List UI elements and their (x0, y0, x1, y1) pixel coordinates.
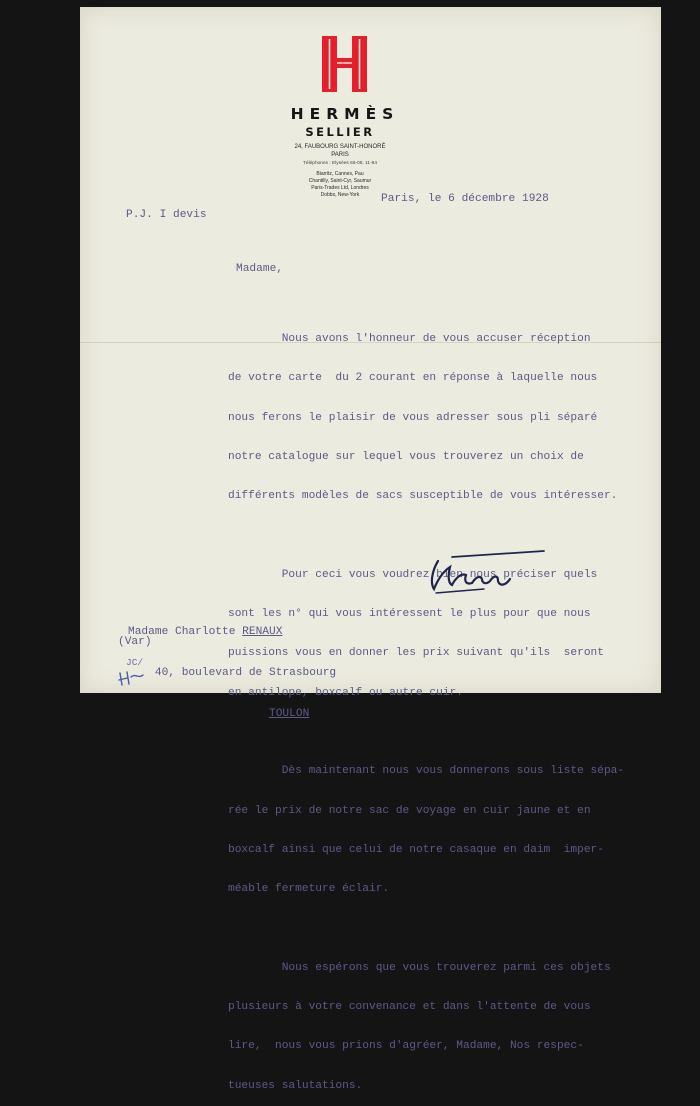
recipient-surname: RENAUX (242, 625, 283, 638)
brand-name: HERMÈS (290, 105, 400, 123)
body-line: plusieurs à votre convenance et dans l'attente de vous (228, 1000, 591, 1013)
body-line: lire, nous vous prions d'agréer, Madame, Nos respec- (228, 1040, 584, 1053)
body-line: boxcalf ainsi que celui de notre casaque en daim imper- (228, 843, 604, 856)
brand-subtitle: SELLIER (305, 125, 375, 139)
letterhead-branches (290, 171, 390, 199)
body-line: rée le prix de notre sac de voyage en cuir jaune et en (228, 804, 591, 817)
body-line: tueuses salutations. (228, 1079, 363, 1092)
letterhead-address (285, 143, 395, 159)
body-line: nous ferons le plaisir de vous adresser sous pli séparé (228, 411, 598, 424)
body-line: de votre carte du 2 courant en réponse à laquelle nous (228, 372, 598, 385)
body-line: en antilope, boxcalf ou autre cuir. (228, 686, 463, 699)
handwritten-initials (117, 669, 147, 687)
branch-line: Paris-Trades Ltd, Londres (311, 185, 369, 191)
branch-line: Chantilly, Saint-Cyr, Saumur (308, 178, 372, 184)
body-line (228, 530, 624, 543)
body-line: Pour ceci vous voudrez bien nous préciser quels (228, 568, 598, 581)
recipient-street: 40, boulevard de Strasbourg (128, 666, 337, 679)
recipient-name: Madame Charlotte (128, 625, 243, 638)
hermes-h-logo (322, 36, 367, 92)
body-line: différents modèles de sacs susceptible de vous intéresser. (228, 490, 618, 503)
body-line: puissions vous en donner les prix suivant qu'ils seront (228, 647, 604, 660)
body-line: notre catalogue sur lequel vous trouverez un choix de (228, 451, 584, 464)
body-line: Dès maintenant nous vous donnerons sous liste sépa- (228, 765, 625, 778)
recipient-address (128, 598, 336, 736)
body-line: méable fermeture éclair. (228, 883, 390, 896)
enclosure-note: P.J. I devis (126, 209, 207, 221)
body-line: Nous avons l'honneur de vous accuser réception (228, 333, 591, 346)
branch-line: Biarritz, Cannes, Pau (316, 171, 364, 177)
address-city: PARIS (331, 152, 349, 158)
handwritten-signature (424, 549, 554, 599)
recipient-name-line (128, 626, 336, 640)
body-line (228, 922, 624, 935)
address-street: 24, FAUBOURG SAINT-HONORÉ (294, 144, 386, 150)
recipient-city-indent (128, 708, 269, 720)
branch-line: Dobbs, New-York (320, 192, 360, 198)
body-line: sont les n° qui vous intéressent le plus pour que nous (228, 608, 591, 621)
recipient-department: (Var) (118, 636, 152, 648)
reference-initials: JC/ (126, 657, 144, 668)
letterhead-telephone: Téléphones : Elysées 66-08, 11-94 (302, 161, 378, 166)
letter-date: Paris, le 6 décembre 1928 (381, 193, 549, 205)
recipient-city: TOULON (269, 708, 310, 721)
recipient-city-line (128, 708, 336, 722)
body-line: Nous espérons que vous trouverez parmi ces objets (228, 961, 611, 974)
salutation: Madame, (236, 263, 283, 275)
